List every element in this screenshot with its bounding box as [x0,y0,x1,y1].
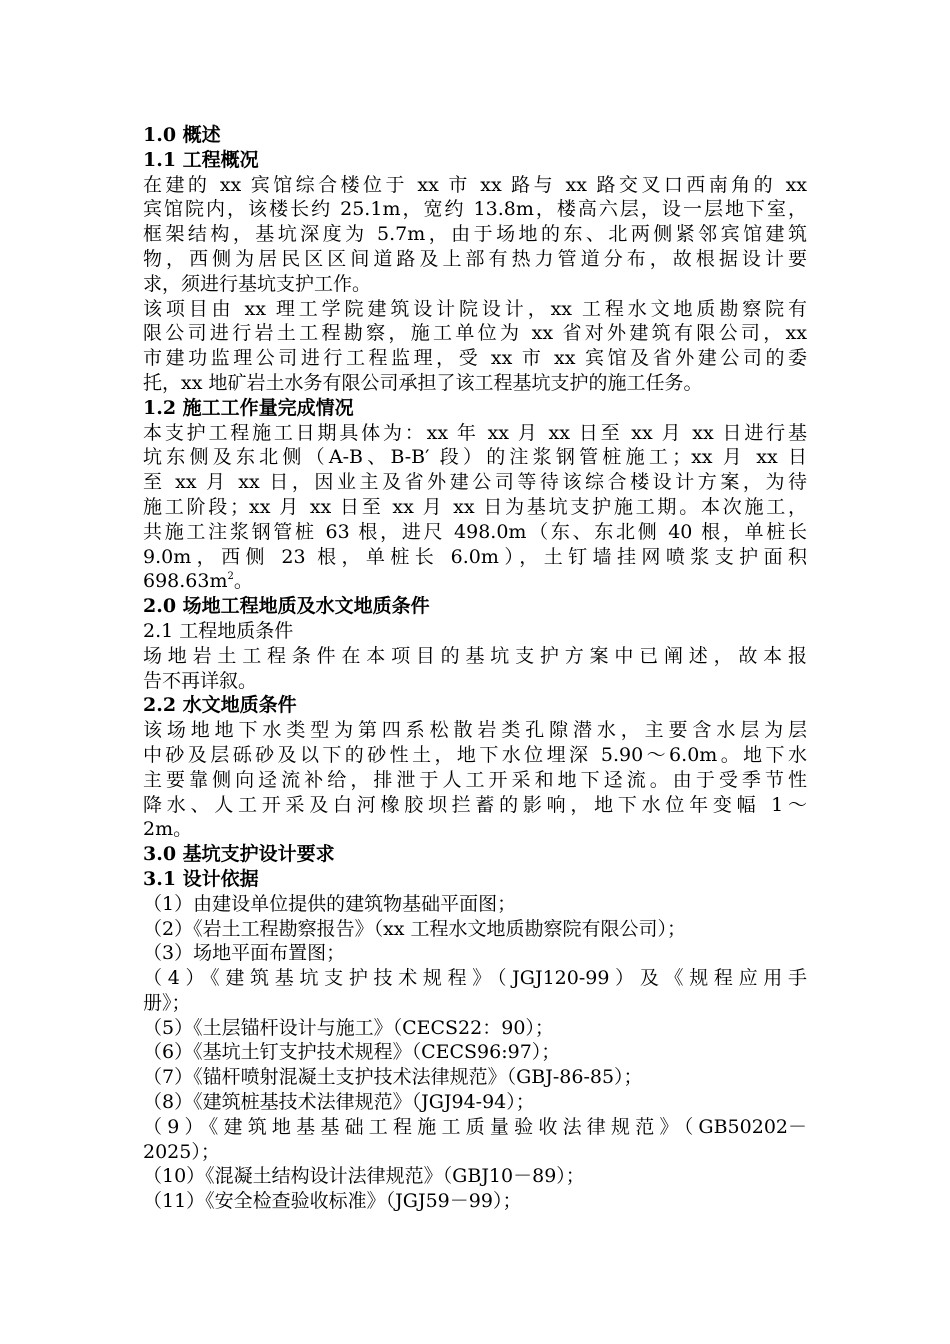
list-item: （9）《建筑地基基础工程施工质量验收法律规范》（GB50202－ [143,1115,807,1138]
list-item: （10）《混凝土结构设计法律规范》（GBJ10－89）； [143,1165,585,1188]
text-line: 共施工注浆钢管桩 63 根，进尺 498.0m（东、东北侧 40 根，单桩长 [143,520,807,543]
text-line: 该场地地下水类型为第四系松散岩类孔隙潜水，主要含水层为层 [143,719,807,742]
text-line: 9.0m，西侧 23 根，单桩长 6.0m），土钉墙挂网喷浆支护面积 [143,545,807,568]
text-line: 告不再详叙。 [143,669,258,692]
heading-2-2: 2.2 水文地质条件 [143,694,297,717]
list-item: （11）《安全检查验收标准》（JGJ59－99）； [143,1190,522,1213]
text-line: 限公司进行岩土工程勘察，施工单位为 xx 省对外建筑有限公司，xx [143,322,807,345]
list-item: （1）由建设单位提供的建筑物基础平面图； [143,892,517,915]
area-unit-superscript: 2 [227,571,234,583]
text-line: 主要靠侧向迳流补给，排泄于人工开采和地下迳流。由于受季节性 [143,768,807,791]
paragraph-project-overview [143,173,807,297]
list-item: （7）《锚杆喷射混凝土支护技术法律规范》（GBJ-86-85）； [143,1066,643,1089]
list-item: （4）《建筑基坑支护技术规程》（JGJ120-99）及《规程应用手 [143,967,807,990]
document-page [143,123,807,1214]
text-line-area [143,569,807,594]
text-line: 至 xx 月 xx 日，因业主及省外建公司等待该综合楼设计方案，为待 [143,471,807,494]
text-line: 在建的 xx 宾馆综合楼位于 xx 市 xx 路与 xx 路交叉口西南角的 xx [143,173,807,196]
list-item: （2）《岩土工程勘察报告》（xx 工程水文地质勘察院有限公司）； [143,917,687,940]
heading-2-0: 2.0 场地工程地质及水文地质条件 [143,595,430,618]
list-item-continuation: 册》； [143,991,191,1014]
text-line: 本支护工程施工日期具体为：xx 年 xx 月 xx 日至 xx 月 xx 日进行基 [143,421,807,444]
text-line: 该项目由 xx 理工学院建筑设计院设计，xx 工程水文地质勘察院有 [143,297,807,320]
sentence-end: 。 [233,570,253,593]
text-line: 降水、人工开采及白河橡胶坝拦蓄的影响，地下水位年变幅 1～ [143,793,807,816]
text-line: 托，xx 地矿岩土水务有限公司承担了该工程基坑支护的施工任务。 [143,371,703,394]
heading-3-1: 3.1 设计依据 [143,867,259,890]
text-line: 求，须进行基坑支护工作。 [143,272,372,295]
paragraph-project-parties [143,297,807,396]
paragraph-hydrogeology [143,718,807,842]
design-basis-list [143,892,807,1214]
list-item: （3）场地平面布置图； [143,942,346,965]
text-line: 框架结构，基坑深度为 5.7m，由于场地的东、北两侧紧邻宾馆建筑 [143,223,807,246]
list-item: （5）《土层锚杆设计与施工》（CECS22：90）； [143,1016,554,1039]
text-line: 物，西侧为居民区区间道路及上部有热力管道分布，故根据设计要 [143,247,807,270]
heading-3-0: 3.0 基坑支护设计要求 [143,843,335,866]
list-item-continuation: 2025）； [143,1140,220,1163]
list-item: （8）《建筑桩基技术法律规范》（JGJ94-94）； [143,1091,535,1114]
paragraph-geology [143,644,807,694]
text-line: 坑东侧及东北侧（A-B、B-B′ 段）的注浆钢管桩施工；xx 月 xx 日 [143,446,807,469]
heading-1-2: 1.2 施工工作量完成情况 [143,396,354,419]
text-line: 宾馆院内，该楼长约 25.1m，宽约 13.8m，楼高六层，设一层地下室， [143,198,807,221]
area-value: 698.63m [143,570,228,593]
heading-2-1: 2.1 工程地质条件 [143,619,294,642]
text-line: 市建功监理公司进行工程监理，受 xx 市 xx 宾馆及省外建公司的委 [143,347,807,370]
heading-1-1: 1.1 工程概况 [143,148,259,171]
list-item: （6）《基坑土钉支护技术规程》（CECS96:97）； [143,1041,561,1064]
text-line: 施工阶段；xx 月 xx 日至 xx 月 xx 日为基坑支护施工期。本次施工， [143,495,807,518]
paragraph-work-completion [143,421,807,595]
text-line: 场地岩土工程条件在本项目的基坑支护方案中已阐述，故本报 [143,644,807,667]
text-line: 2m。 [143,818,193,841]
heading-1-0: 1.0 概述 [143,124,221,146]
text-line: 中砂及层砾砂及以下的砂性土，地下水位埋深 5.90～6.0m。地下水 [143,743,807,766]
